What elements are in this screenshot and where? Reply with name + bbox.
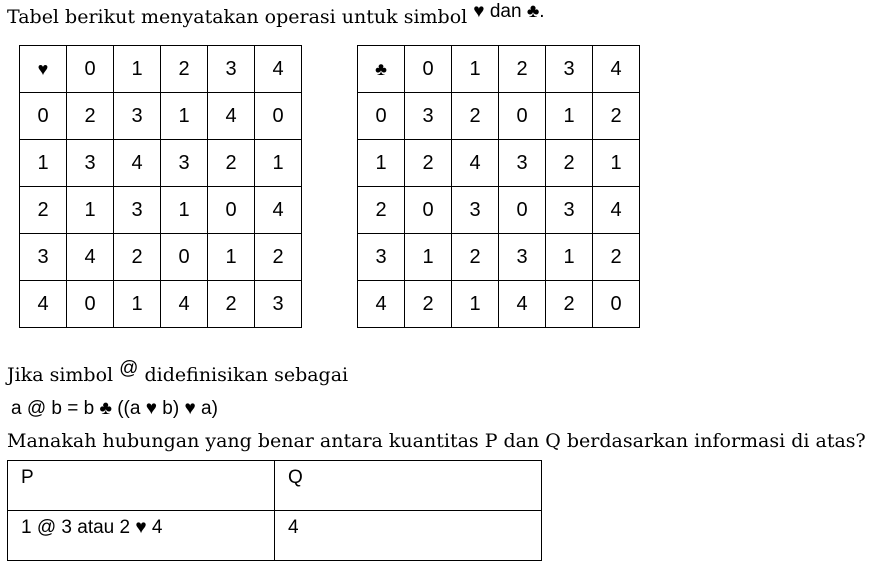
definition-prefix: Jika simbol [7, 364, 114, 386]
table-cell: 1 [546, 93, 593, 140]
table-cell: 4 [255, 187, 302, 234]
row-header: 1 [358, 140, 405, 187]
intro-sentence: Tabel berikut menyatakan operasi untuk simbol [7, 6, 468, 28]
table-cell: 3 [255, 281, 302, 328]
table-cell: 1 [405, 234, 452, 281]
q-value-cell [275, 511, 542, 561]
table-cell: 0 [161, 234, 208, 281]
table-row [20, 234, 302, 281]
table-cell: 3 [114, 187, 161, 234]
table-cell: 3 [67, 140, 114, 187]
table-cell: 2 [452, 234, 499, 281]
table-cell: 3 [546, 187, 593, 234]
table-cell: 3 [114, 93, 161, 140]
table-cell: 2 [405, 281, 452, 328]
table-cell: 1 [452, 281, 499, 328]
table-cell: 0 [255, 93, 302, 140]
table-cell: 0 [67, 281, 114, 328]
at-symbol: @ [119, 358, 139, 379]
table-cell: 1 [114, 281, 161, 328]
column-header: 3 [208, 46, 255, 93]
heart-operator-cell: ♥ [20, 46, 67, 93]
table-row [358, 93, 640, 140]
table-cell: 0 [405, 187, 452, 234]
table-cell: 4 [593, 187, 640, 234]
p-header: P [21, 467, 34, 488]
table-row [358, 234, 640, 281]
comparison-table [7, 460, 542, 561]
table-row [20, 93, 302, 140]
club-operation-table [357, 45, 640, 328]
p-value-cell [8, 511, 275, 561]
table-cell: 4 [161, 281, 208, 328]
p-header-cell [8, 461, 275, 511]
table-cell: 3 [161, 140, 208, 187]
definition-suffix: didefinisikan sebagai [144, 364, 349, 386]
table-cell: 0 [208, 187, 255, 234]
table-cell: 4 [208, 93, 255, 140]
table-cell: 3 [499, 140, 546, 187]
row-header: 1 [20, 140, 67, 187]
table-cell: 1 [161, 187, 208, 234]
q-header-cell [275, 461, 542, 511]
table-cell: 4 [452, 140, 499, 187]
table-cell: 3 [499, 234, 546, 281]
table-row [20, 140, 302, 187]
comparison-value-row [8, 511, 542, 561]
p-value: 1 @ 3 atau 2 ♥ 4 [21, 517, 163, 538]
column-header: 0 [67, 46, 114, 93]
row-header: 2 [20, 187, 67, 234]
table-row [20, 281, 302, 328]
heart-operation-table [19, 45, 302, 328]
table-cell: 2 [546, 140, 593, 187]
table-cell: 2 [405, 140, 452, 187]
table-cell: 2 [452, 93, 499, 140]
table-cell: 4 [499, 281, 546, 328]
question-text: Manakah hubungan yang benar antara kuantitas P dan Q berdasarkan informasi di atas? [7, 430, 866, 452]
row-header: 3 [358, 234, 405, 281]
intro-symbols: ♥ dan ♣. [473, 1, 545, 22]
column-header: 4 [255, 46, 302, 93]
comparison-header-row [8, 461, 542, 511]
definition-text [7, 358, 349, 387]
column-header: 1 [452, 46, 499, 93]
intro-text [7, 1, 545, 29]
table-cell: 1 [593, 140, 640, 187]
row-header: 3 [20, 234, 67, 281]
row-header: 2 [358, 187, 405, 234]
table-row [358, 140, 640, 187]
q-value: 4 [288, 517, 299, 538]
club-operator-cell: ♣ [358, 46, 405, 93]
table-cell: 2 [593, 234, 640, 281]
column-header: 2 [161, 46, 208, 93]
table-cell: 0 [593, 281, 640, 328]
table-header-row [20, 46, 302, 93]
table-cell: 4 [67, 234, 114, 281]
table-cell: 1 [67, 187, 114, 234]
row-header: 4 [358, 281, 405, 328]
table-cell: 1 [546, 234, 593, 281]
table-cell: 2 [593, 93, 640, 140]
table-cell: 0 [499, 187, 546, 234]
column-header: 3 [546, 46, 593, 93]
table-cell: 4 [114, 140, 161, 187]
column-header: 0 [405, 46, 452, 93]
row-header: 0 [20, 93, 67, 140]
column-header: 4 [593, 46, 640, 93]
table-cell: 2 [546, 281, 593, 328]
table-cell: 3 [405, 93, 452, 140]
table-cell: 2 [67, 93, 114, 140]
table-cell: 2 [255, 234, 302, 281]
table-cell: 2 [208, 281, 255, 328]
table-cell: 3 [452, 187, 499, 234]
row-header: 0 [358, 93, 405, 140]
column-header: 1 [114, 46, 161, 93]
table-cell: 1 [255, 140, 302, 187]
table-cell: 2 [208, 140, 255, 187]
table-cell: 0 [499, 93, 546, 140]
q-header: Q [288, 467, 303, 488]
formula: a @ b = b ♣ ((a ♥ b) ♥ a) [11, 398, 218, 419]
table-cell: 1 [208, 234, 255, 281]
table-row [358, 281, 640, 328]
table-cell: 2 [114, 234, 161, 281]
column-header: 2 [499, 46, 546, 93]
table-row [358, 187, 640, 234]
row-header: 4 [20, 281, 67, 328]
table-header-row [358, 46, 640, 93]
table-row [20, 187, 302, 234]
table-cell: 1 [161, 93, 208, 140]
